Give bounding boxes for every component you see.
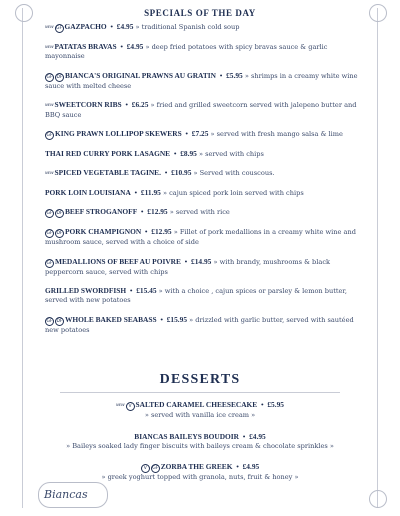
menu-item — [45, 227, 362, 247]
dietary-badges — [45, 258, 55, 268]
item-price: £4.95 — [126, 42, 144, 51]
dessert-item — [30, 400, 370, 420]
dietary-badge-icon: GF — [46, 260, 53, 266]
item-description: » Fillet of pork medallions in a creamy white wine and mushroom sauce, served with a choice of side — [45, 228, 356, 247]
item-name: SALTED CARAMEL CHEESECAKE — [135, 400, 258, 409]
item-price: £8.95 — [180, 149, 197, 159]
left-border-line — [22, 8, 23, 508]
specials-list — [45, 22, 362, 344]
item-description: » Served with couscous. — [191, 169, 275, 178]
dietary-badge-icon: DF — [56, 74, 63, 80]
item-price: £5.95 — [267, 400, 284, 409]
item-description: » with brandy, mushrooms & black peppercorn sauce, served with chips — [45, 257, 331, 276]
separator: • — [161, 169, 171, 178]
menu-item — [45, 42, 362, 62]
separator: • — [258, 401, 267, 409]
dietary-badge-icon: GF — [55, 26, 63, 31]
item-description: » deep fried potatoes with spicy bravas sauce & garlic mayonnaise — [45, 43, 328, 61]
separator: • — [117, 43, 126, 51]
menu-item — [45, 257, 362, 277]
dietary-badges — [45, 208, 65, 218]
separator: • — [131, 188, 140, 197]
item-price: £15.45 — [136, 286, 157, 296]
dietary-badge-icon: GF — [46, 231, 53, 237]
item-heading — [134, 433, 265, 441]
desserts-divider — [60, 392, 340, 393]
item-description: » greek yoghurt topped with granola, nuts, fruit & honey » — [101, 473, 299, 481]
separator: • — [240, 433, 249, 441]
menu-item — [45, 168, 362, 178]
item-description: » drizzled with garlic butter, served with sautéed new potatoes — [45, 315, 354, 334]
menu-item — [45, 100, 362, 120]
separator: • — [107, 23, 116, 31]
item-heading — [45, 43, 143, 51]
item-name: SPICED VEGETABLE TAGINE. — [54, 168, 161, 178]
item-name: GRILLED SWORDFISH — [45, 286, 127, 296]
item-description: » with a choice , cajun spices or parsley & lemon butter, served with new potatoes — [45, 287, 347, 305]
item-price: £7.25 — [191, 129, 209, 139]
item-heading — [45, 189, 161, 197]
item-price: £4.95 — [116, 22, 134, 31]
separator: • — [157, 315, 166, 324]
dietary-badges — [55, 23, 65, 33]
item-name: BIANCAS BAILEYS BOUDOIR — [134, 432, 239, 441]
separator: • — [182, 130, 191, 139]
menu-item — [45, 207, 362, 218]
dietary-badge-icon: V — [141, 464, 150, 473]
item-heading — [141, 463, 259, 471]
item-description: » served with rice — [167, 208, 230, 217]
desserts-title: DESSERTS — [159, 372, 241, 387]
item-name: BEEF STROGANOFF — [65, 207, 138, 217]
item-price: £4.95 — [242, 462, 260, 471]
dietary-badge-icon: DF — [56, 318, 63, 324]
item-heading — [116, 401, 284, 409]
dietary-badge-icon: GF — [46, 133, 53, 139]
menu-item — [45, 71, 362, 91]
new-tag: NEW — [116, 403, 125, 407]
item-price: £4.95 — [249, 432, 266, 441]
item-heading — [45, 130, 208, 138]
menu-item — [45, 149, 362, 159]
separator: • — [181, 257, 191, 266]
item-name: PORK LOIN LOUISIANA — [45, 187, 131, 197]
item-name: BIANCA'S ORIGINAL PRAWNS AU GRATIN — [65, 70, 216, 80]
item-name: GAZPACHO — [64, 22, 107, 31]
item-heading — [45, 258, 211, 266]
new-tag: NEW — [45, 25, 54, 29]
menu-item — [45, 286, 362, 306]
item-price: £12.95 — [151, 227, 172, 237]
item-heading — [45, 23, 133, 31]
item-heading — [45, 287, 157, 295]
biancas-logo: Biancas — [44, 488, 88, 501]
dietary-badge-icon: DF — [56, 231, 63, 237]
item-name: WHOLE BAKED SEABASS — [65, 314, 157, 324]
menu-item — [45, 188, 362, 198]
new-tag: NEW — [45, 45, 54, 49]
item-description: » shrimps in a creamy white wine sauce with melted cheese — [45, 71, 358, 90]
dietary-badge-icon: GF — [46, 74, 53, 80]
dietary-badges — [141, 463, 161, 473]
menu-item — [45, 315, 362, 335]
specials-title: SPECIALS OF THE DAY — [144, 8, 256, 18]
item-description: » traditional Spanish cold soup — [133, 23, 240, 31]
item-description: » Baileys soaked lady finger biscuits with baileys cream & chocolate sprinkles » — [66, 442, 334, 450]
separator: • — [122, 101, 131, 110]
item-heading — [45, 72, 243, 80]
new-tag: NEW — [45, 171, 54, 176]
dessert-item — [30, 462, 370, 482]
item-heading — [45, 208, 168, 216]
dietary-badges — [126, 401, 136, 411]
item-name: THAI RED CURRY PORK LASAGNE — [45, 149, 171, 159]
dietary-badges — [45, 130, 55, 140]
dietary-badge-icon: DF — [56, 211, 63, 217]
item-name: ZORBA THE GREEK — [160, 462, 233, 471]
separator: • — [216, 71, 226, 80]
item-name: SWEETCORN RIBS — [54, 100, 122, 110]
item-name: PORK CHAMPIGNON — [65, 227, 142, 237]
item-description: » served with vanilla ice cream » — [144, 411, 256, 419]
item-heading — [45, 316, 187, 324]
separator: • — [138, 208, 147, 217]
right-border-line — [377, 8, 378, 508]
item-description: » cajun spiced pork loin served with chips — [160, 188, 304, 197]
menu-item — [45, 22, 362, 33]
item-name: KING PRAWN LOLLIPOP SKEWERS — [55, 129, 182, 139]
item-price: £15.95 — [166, 314, 188, 324]
item-price: £12.95 — [147, 207, 168, 217]
separator: • — [127, 287, 136, 296]
dietary-badge-icon: GF — [46, 318, 53, 324]
item-heading — [45, 169, 191, 177]
item-heading — [45, 150, 197, 158]
corner-ornament-icon — [369, 490, 387, 508]
item-price: £11.95 — [140, 187, 161, 197]
menu-item — [45, 129, 362, 140]
dietary-badges — [45, 228, 65, 238]
separator: • — [171, 150, 180, 159]
item-description: » fried and grilled sweetcorn served with jalepeno butter and BBQ sauce — [45, 101, 357, 119]
dietary-badge-icon: GF — [152, 466, 159, 471]
dietary-badges — [45, 72, 65, 82]
dietary-badges — [45, 316, 65, 326]
dietary-badge-icon: GF — [46, 211, 53, 217]
dessert-item — [30, 432, 370, 451]
item-description: » served with fresh mango salsa & lime — [208, 130, 343, 139]
item-price: £10.95 — [171, 168, 192, 178]
item-price: £14.95 — [191, 256, 212, 266]
separator: • — [233, 463, 242, 471]
new-tag: NEW — [45, 103, 54, 108]
item-name: MEDALLIONS OF BEEF AU POIVRE — [55, 256, 181, 266]
item-description: » served with chips — [196, 150, 264, 159]
separator: • — [142, 228, 151, 237]
item-name: PATATAS BRAVAS — [54, 42, 117, 51]
item-price: £6.25 — [131, 100, 149, 110]
item-price: £5.95 — [226, 70, 243, 80]
item-heading — [45, 101, 148, 109]
dietary-badge-icon: V — [126, 402, 135, 411]
item-heading — [45, 228, 172, 236]
